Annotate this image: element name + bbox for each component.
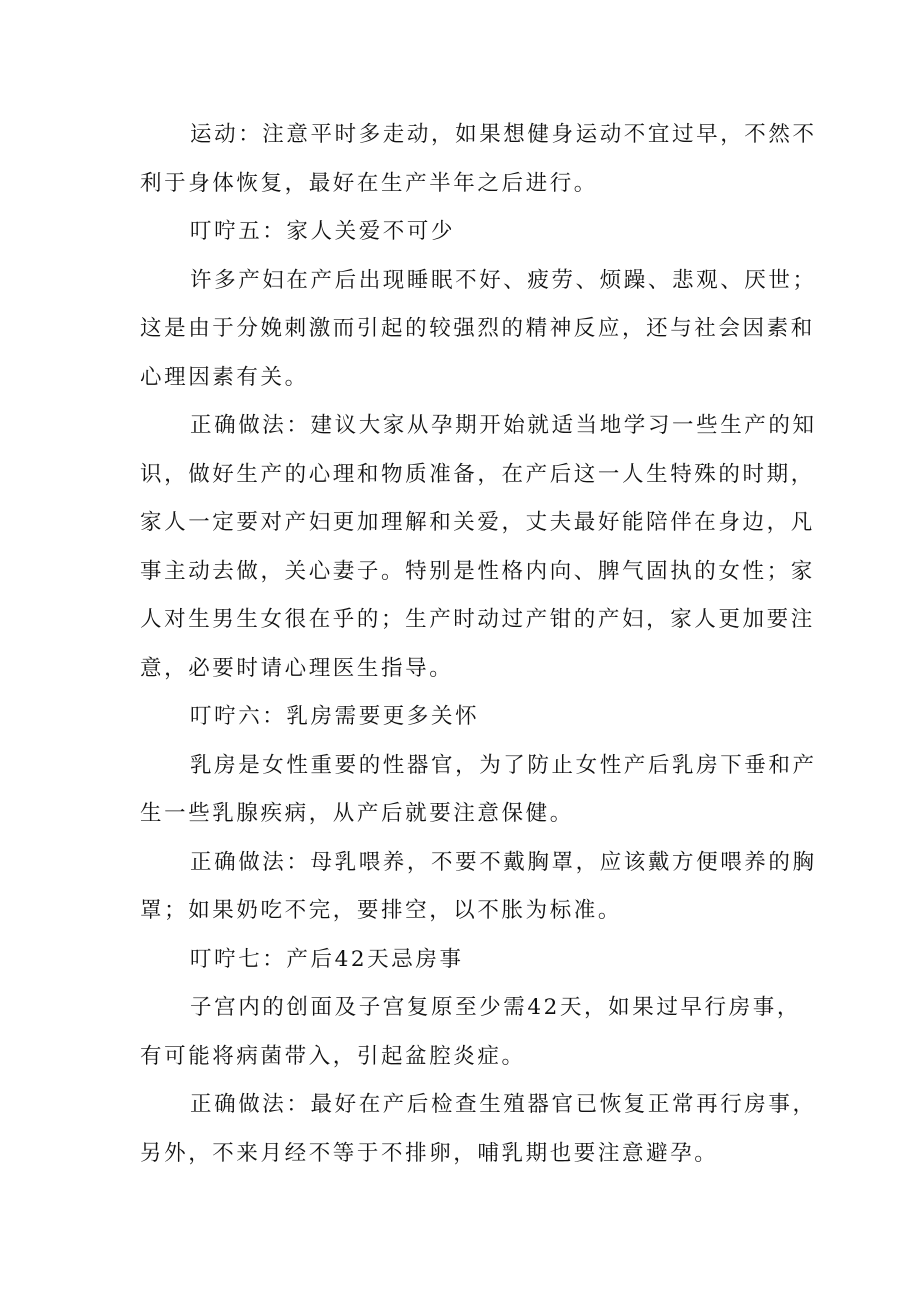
text-line: 正确做法：母乳喂养，不要不戴胸罩，应该戴方便喂养的胸: [190, 849, 817, 875]
paragraph-tip6-body: [140, 742, 817, 839]
paragraph-tip7-body: [140, 984, 800, 1081]
text-line: 正确做法：建议大家从孕期开始就适当地学习一些生产的知: [190, 413, 817, 438]
text-line: 人对生男生女很在乎的；生产时动过产钳的产妇，家人更加要注: [140, 607, 815, 632]
text-line: 事主动去做，关心妻子。特别是性格内向、脾气固执的女性；家: [140, 558, 815, 584]
paragraph-tip7-method: [140, 1081, 817, 1178]
heading-text: 叮咛六：乳房需要更多关怀: [190, 704, 480, 729]
text-line: 乳房是女性重要的性器官，为了防止女性产后乳房下垂和产: [190, 752, 817, 778]
text-line: 子宫内的创面及子宫复原至少需42天，如果过早行房事，: [190, 995, 801, 1020]
section-heading-tip5: [140, 208, 800, 257]
text-line: 心理因素有关。: [140, 364, 309, 390]
paragraph-tip5-method: [140, 402, 817, 693]
text-line: 许多产妇在产后出现睡眠不好、疲劳、烦躁、悲观、厌世；: [190, 267, 817, 293]
paragraph-exercise: [140, 111, 817, 208]
section-heading-tip6: [140, 693, 800, 742]
text-line: 另外，不来月经不等于不排卵，哺乳期也要注意避孕。: [140, 1140, 719, 1166]
paragraph-tip5-body: [140, 257, 817, 403]
text-line: 有可能将病菌带入，引起盆腔炎症。: [140, 1043, 526, 1069]
heading-text: 叮咛七：产后42天忌房事: [190, 946, 464, 972]
heading-text: 叮咛五：家人关爱不可少: [190, 219, 456, 244]
paragraph-tip6-method: [140, 839, 817, 936]
text-line: 正确做法：最好在产后检查生殖器官已恢复正常再行房事，: [190, 1092, 817, 1117]
text-line: 利于身体恢复，最好在生产半年之后进行。: [140, 170, 598, 196]
section-heading-tip7: [140, 936, 800, 985]
document-body: [140, 111, 817, 1178]
text-line: 意，必要时请心理医生指导。: [140, 655, 454, 681]
text-line: 罩；如果奶吃不完，要排空，以不胀为标准。: [140, 898, 623, 923]
text-line: 运动：注意平时多走动，如果想健身运动不宜过早，不然不: [190, 122, 817, 147]
text-line: 生一些乳腺疾病，从产后就要注意保健。: [140, 801, 574, 826]
text-line: 家人一定要对产妇更加理解和关爱，丈夫最好能陪伴在身边，凡: [140, 510, 815, 535]
text-line: 识，做好生产的心理和物质准备，在产后这一人生特殊的时期，: [140, 461, 815, 487]
text-line: 这是由于分娩刺激而引起的较强烈的精神反应，还与社会因素和: [140, 316, 815, 341]
